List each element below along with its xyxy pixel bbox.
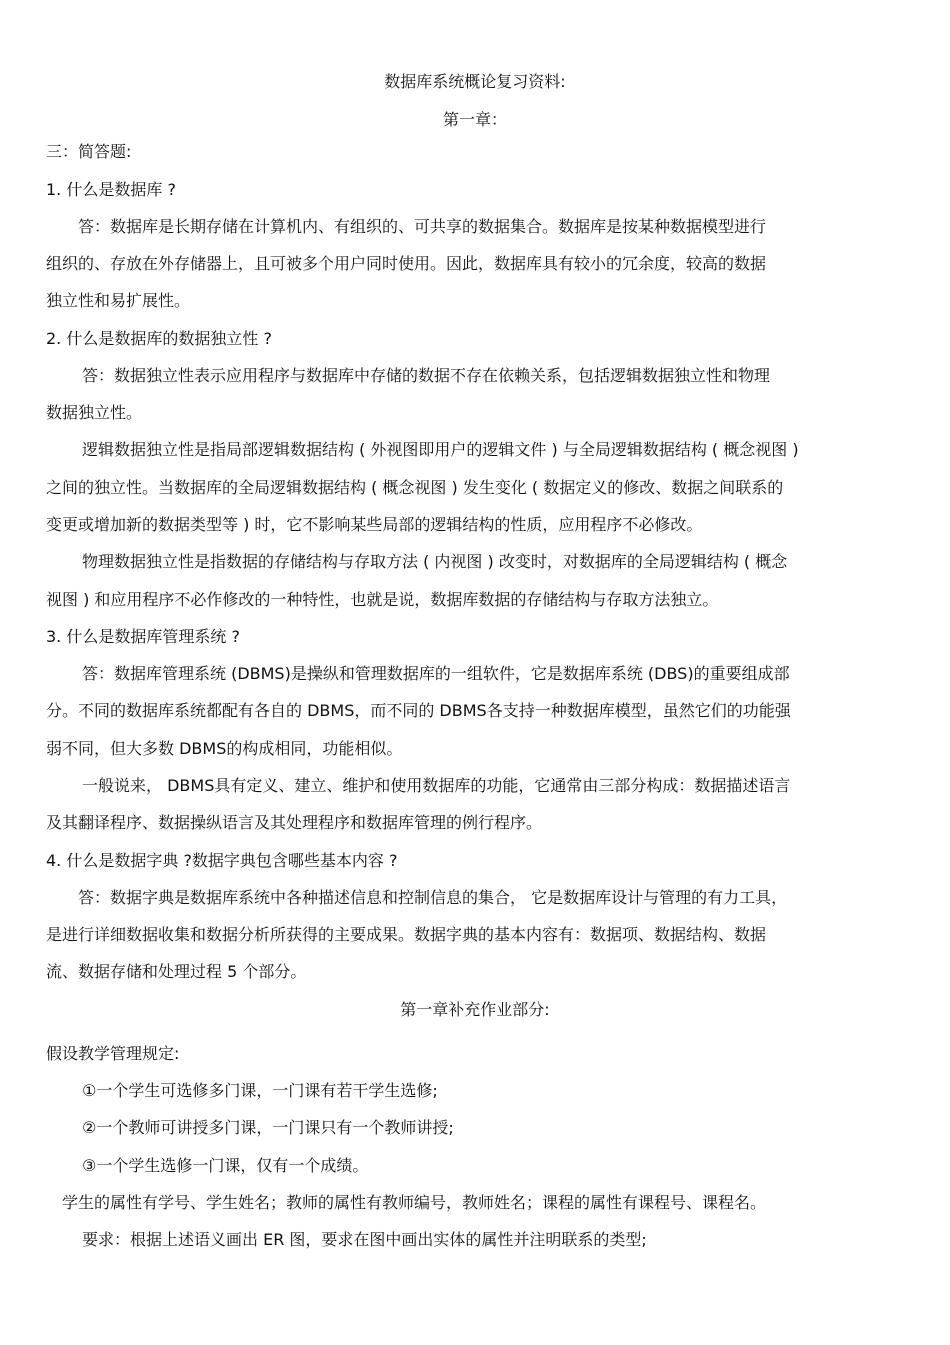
- physical-line-1: 物理数据独立性是指数据的存储结构与存取方法 ( 内视图 ) 改变时，对数据库的全局逻辑结构 ( 概念: [82, 552, 788, 571]
- question-3: 3. 什么是数据库管理系统 ?: [46, 627, 240, 646]
- section-heading: 三：简答题:: [46, 142, 132, 161]
- question-4: 4. 什么是数据字典 ?数据字典包含哪些基本内容 ?: [46, 851, 398, 870]
- answer-4-line-3: 流、数据存储和处理过程 5 个部分。: [46, 962, 307, 981]
- rule-1: ①一个学生可选修多门课，一门课有若干学生选修;: [82, 1081, 438, 1100]
- answer-2-line-1: 答：数据独立性表示应用程序与数据库中存储的数据不存在依赖关系，包括逻辑数据独立性和物理: [82, 366, 771, 385]
- document-title: 数据库系统概论复习资料:: [384, 72, 566, 91]
- logical-line-1: 逻辑数据独立性是指局部逻辑数据结构 ( 外视图即用户的逻辑文件 ) 与全局逻辑数据结构 ( 概念视图 ): [82, 440, 799, 459]
- answer-3-line-2: 分。不同的数据库系统都配有各自的 DBMS，而不同的 DBMS各支持一种数据库模型，虽然它们的功能强: [46, 701, 791, 720]
- logical-line-2: 之间的独立性。当数据库的全局逻辑数据结构 ( 概念视图 ) 发生变化 ( 数据定义的修改、数据之间联系的: [46, 478, 784, 497]
- general-line-2: 及其翻译程序、数据操纵语言及其处理程序和数据库管理的例行程序。: [46, 813, 543, 832]
- supplement-title: 第一章补充作业部分:: [400, 1000, 550, 1019]
- question-2: 2. 什么是数据库的数据独立性 ?: [46, 329, 272, 348]
- answer-1-line-1: 答：数据库是长期存储在计算机内、有组织的、可共享的数据集合。数据库是按某种数据模型进行: [78, 217, 767, 236]
- chapter-heading: 第一章：: [442, 110, 507, 129]
- logical-line-3: 变更或增加新的数据类型等 ) 时，它不影响某些局部的逻辑结构的性质，应用程序不必修改。: [46, 515, 703, 534]
- supplement-intro: 假设教学管理规定:: [46, 1044, 180, 1063]
- general-line-1: 一般说来， DBMS具有定义、建立、维护和使用数据库的功能，它通常由三部分构成：数据描述语言: [82, 776, 791, 795]
- answer-1-line-2: 组织的、存放在外存储器上，且可被多个用户同时使用。因此，数据库具有较小的冗余度，较高的数据: [46, 254, 767, 273]
- answer-3-line-1: 答：数据库管理系统 (DBMS)是操纵和管理数据库的一组软件，它是数据库系统 (DBS)的重要组成部: [82, 664, 790, 683]
- physical-line-2: 视图 ) 和应用程序不必作修改的一种特性，也就是说，数据库数据的存储结构与存取方法独立。: [46, 590, 719, 609]
- answer-3-line-3: 弱不同，但大多数 DBMS的构成相同，功能相似。: [46, 739, 403, 758]
- rule-3: ③一个学生选修一门课，仅有一个成绩。: [82, 1156, 369, 1175]
- answer-2-line-2: 数据独立性。: [46, 403, 143, 422]
- rule-2: ②一个教师可讲授多门课，一门课只有一个教师讲授;: [82, 1118, 454, 1137]
- requirement-text: 要求：根据上述语义画出 ER 图，要求在图中画出实体的属性并注明联系的类型;: [82, 1230, 647, 1249]
- answer-1-line-3: 独立性和易扩展性。: [46, 291, 191, 310]
- attributes-text: 学生的属性有学号、学生姓名；教师的属性有教师编号，教师姓名；课程的属性有课程号、课程名。: [62, 1193, 767, 1212]
- question-1: 1. 什么是数据库 ?: [46, 180, 176, 199]
- answer-4-line-2: 是进行详细数据收集和数据分析所获得的主要成果。数据字典的基本内容有：数据项、数据结构、数据: [46, 925, 767, 944]
- answer-4-line-1: 答：数据字典是数据库系统中各种描述信息和控制信息的集合， 它是数据库设计与管理的有力工具，: [78, 888, 788, 907]
